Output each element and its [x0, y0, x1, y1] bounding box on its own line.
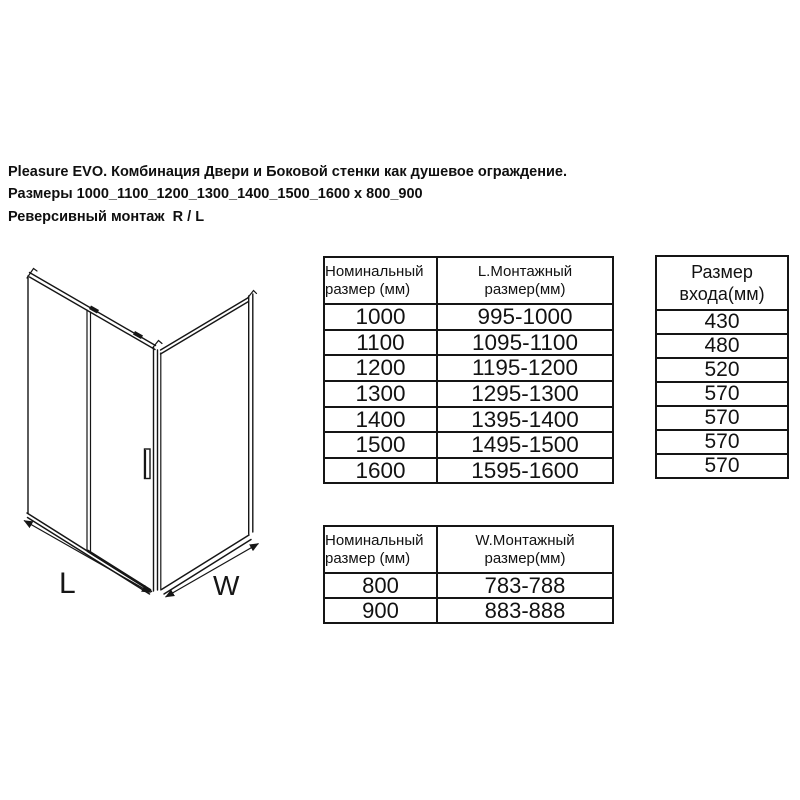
table-row — [656, 454, 788, 478]
table-row — [656, 430, 788, 454]
entrance-table-header-row — [656, 256, 788, 310]
nominal-size-cell: 1000 — [324, 304, 437, 330]
front-door-panel — [27, 269, 162, 595]
header-line: Номинальный — [325, 532, 424, 549]
w-table-mounting-header — [437, 526, 613, 573]
shower-enclosure-diagram — [0, 245, 320, 635]
header-line: Номинальный — [325, 263, 424, 280]
table-row — [656, 310, 788, 334]
header-line: размер(мм) — [484, 280, 566, 298]
l-table-header-row — [324, 257, 613, 304]
table-row — [656, 406, 788, 430]
header-line: размер (мм) — [325, 549, 411, 567]
nominal-size-cell: 1500 — [324, 432, 437, 458]
mounting-size-cell: 1595-1600 — [437, 458, 613, 484]
l-table-mounting-header — [437, 257, 613, 304]
product-title: Pleasure EVO. Комбинация Двери и Боковой стенки как душевое ограждение. — [8, 164, 568, 180]
mounting-size-cell: 783-788 — [437, 573, 613, 598]
entrance-size-cell: 570 — [656, 430, 788, 454]
nominal-size-cell: 900 — [324, 598, 437, 623]
table-row — [324, 407, 613, 433]
entrance-size-cell: 570 — [656, 406, 788, 430]
side-wall-panel — [161, 291, 257, 595]
header-line: Размер — [691, 262, 753, 282]
entrance-size-cell: 520 — [656, 358, 788, 382]
mounting-line: Реверсивный монтаж R / L — [8, 208, 205, 225]
nominal-size-cell: 1200 — [324, 355, 437, 381]
table-row — [656, 334, 788, 358]
header-line: входа(мм) — [679, 284, 765, 304]
sizes-line: Размеры 1000_1100_1200_1300_1400_1500_1600 x 800_900 — [8, 186, 423, 203]
table-row — [324, 458, 613, 484]
mounting-size-cell: 1095-1100 — [437, 330, 613, 356]
table-row — [324, 381, 613, 407]
table-row — [656, 382, 788, 406]
width-size-table — [323, 525, 614, 624]
nominal-size-cell: 800 — [324, 573, 437, 598]
w-table-header-row — [324, 526, 613, 573]
table-row — [324, 598, 613, 623]
mounting-size-cell: 1395-1400 — [437, 407, 613, 433]
entrance-size-header — [656, 256, 788, 310]
entrance-size-cell: 570 — [656, 382, 788, 406]
table-row — [324, 330, 613, 356]
nominal-size-cell: 1400 — [324, 407, 437, 433]
mounting-size-cell: 995-1000 — [437, 304, 613, 330]
entrance-size-cell: 430 — [656, 310, 788, 334]
table-row — [656, 358, 788, 382]
table-row — [324, 432, 613, 458]
title-block — [8, 161, 748, 228]
header-line: размер (мм) — [325, 280, 411, 298]
mounting-size-cell: 883-888 — [437, 598, 613, 623]
mounting-size-cell: 1195-1200 — [437, 355, 613, 381]
w-table-nominal-header — [324, 526, 437, 573]
table-row — [324, 355, 613, 381]
entrance-size-cell: 480 — [656, 334, 788, 358]
header-line: размер(мм) — [484, 549, 566, 567]
length-size-table — [323, 256, 614, 484]
header-line: W.Монтажный — [475, 532, 575, 549]
entrance-size-table — [655, 255, 789, 479]
mounting-size-cell: 1495-1500 — [437, 432, 613, 458]
width-dimension-arrow — [166, 544, 259, 598]
mounting-size-cell: 1295-1300 — [437, 381, 613, 407]
width-dimension-label: W — [213, 570, 240, 601]
table-row — [324, 573, 613, 598]
length-dimension-label: L — [59, 567, 76, 600]
nominal-size-cell: 1600 — [324, 458, 437, 484]
nominal-size-cell: 1100 — [324, 330, 437, 356]
nominal-size-cell: 1300 — [324, 381, 437, 407]
entrance-size-cell: 570 — [656, 454, 788, 478]
l-table-nominal-header — [324, 257, 437, 304]
header-line: L.Монтажный — [477, 263, 573, 280]
table-row — [324, 304, 613, 330]
